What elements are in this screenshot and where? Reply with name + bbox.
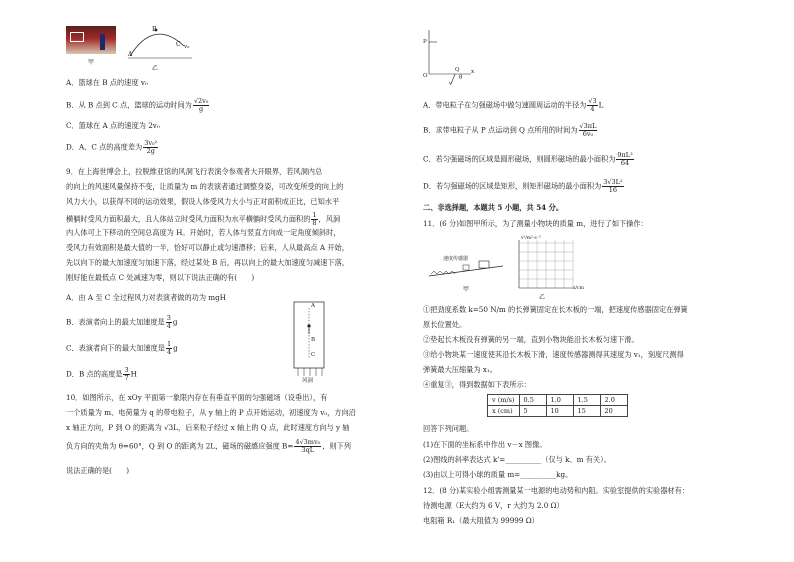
q9-option-C: C．表演者向下的最大加速度是 $\frac{1}{4}$ g — [66, 340, 178, 356]
q11-step: ①把劲度系数 k=50 N/m 的长弹簧固定在长木板的一端，把速度传感器固定在弹簧 — [423, 305, 688, 314]
section-2-heading: 二、非选择题，本题共 5 小题，共 54 分。 — [423, 203, 564, 212]
q8-option-A: A．篮球在 B 点的速度 v₀ — [66, 78, 148, 87]
q10-line: 说法正确的是( ) — [66, 466, 130, 475]
table-cell: 0.5 — [519, 395, 546, 406]
point-C-label: C — [176, 41, 181, 48]
q9-line: 先以向下的最大加速度匀加速下落，经过某处 B 后，再以向上的最大加速度匀减速下落， — [66, 258, 349, 267]
data-table — [487, 394, 628, 417]
axis-P-label: P — [423, 39, 427, 45]
point-A-label: A — [128, 51, 133, 58]
grid-y-axis-label: v²/m²·s⁻² — [521, 236, 541, 241]
sensor-label: 速度传感器 — [443, 256, 469, 262]
basketball-hoop-icon — [70, 32, 84, 42]
q9-line: 的向上的风速风量保持不变，让质量为 m 的表演者通过调整身姿，可改变所受的向上的 — [66, 182, 344, 191]
q9-line: 刚好能在最低点 C 处减速为零，则以下说法正确的有( ) — [66, 273, 255, 282]
axis-Q-label: Q — [455, 67, 460, 73]
wind-C-label: C — [311, 352, 316, 358]
wind-tunnel-diagram — [290, 300, 330, 380]
q9-line: 内人体可上下移动的空间总高度为 H。开始时，若人体与竖直方向成一定角度倾斜时， — [66, 228, 341, 237]
q9-line: 横躺时受风力面积最大，且人体站立时受风力面积为水平横躺时受风力面积的 $\frac{1}{8}$ ，风洞 — [66, 211, 341, 227]
q12-line: 12．(8 分)某实验小组需测量某一电源的电动势和内阻。实验室提供的实验器材有： — [423, 486, 689, 495]
q9-option-D: D．B 点的高度是 $\frac{3}{7}$ H — [66, 366, 137, 382]
q8-option-C: C．篮球在 A 点的速度为 2v₀ — [66, 121, 160, 130]
right-column — [397, 0, 794, 562]
q9-option-A: A．由 A 至 C 全过程风力对表演者做的功为 mgH — [66, 293, 226, 302]
trajectory-caption: 乙 — [152, 65, 159, 72]
table-cell: 20 — [600, 406, 627, 417]
point-B-label: B — [152, 26, 157, 33]
table-row — [488, 406, 628, 417]
q10-line: x 轴正方向，P 到 O 的距离为 √3L，后来粒子经过 x 轴上的 Q 点，此时速度方向与 y 轴 — [66, 423, 350, 432]
table-cell: 15 — [573, 406, 600, 417]
q11-title: 11．(6 分)如图甲所示，为了测量小物块的质量 m，进行了如下操作： — [423, 219, 648, 228]
table-cell: v (m/s) — [488, 395, 520, 406]
sensor-caption: 甲 — [463, 286, 470, 293]
player-figure-icon — [100, 34, 105, 50]
grid-x-axis-label: x/cm — [573, 286, 584, 291]
axis-x-label: x — [471, 69, 475, 75]
table-cell: 10 — [546, 406, 573, 417]
basketball-photo — [66, 26, 116, 54]
q11-step: 原长位置处。 — [423, 320, 467, 329]
q11-followup: (1)在下面的坐标系中作出 v－x 图像。 — [423, 440, 547, 449]
q12-line: 待测电源（E大约为 6 V，r 大约为 2.0 Ω） — [423, 501, 564, 510]
q10-line: 一个质量为 m、电荷量为 q 的带电粒子，从 y 轴上的 P 点开始运动，初速度为 v₀，方向沿 — [66, 408, 356, 417]
q11-followup: (3)由以上可得小球的质量 m=__________kg。 — [423, 470, 573, 479]
table-cell: x (cm) — [488, 406, 520, 417]
q10-option-B: B．求带电粒子从 P 点运动到 Q 点所用的时间为 $\frac{√3\pi L}{\text{6v₀}}$ — [423, 122, 597, 138]
photo-caption: 甲 — [88, 59, 95, 66]
q10-line: 负方向的夹角为 θ=60°，Q 到 O 的距离为 2L，磁场的磁感应强度 B= $\frac{\text{4√3mv₀}}{3qL}$ ，则下列 — [66, 438, 351, 454]
axis-O-label: O — [423, 73, 428, 79]
table-cell: 1.5 — [573, 395, 600, 406]
table-cell: 2.0 — [600, 395, 627, 406]
q9-option-B: B．表演者向上的最大加速度是 $\frac{3}{4}$ g — [66, 314, 178, 330]
q11-step: ④重复③，得到数据如下表所示： — [423, 380, 531, 389]
q11-step: 弹簧最大压缩量为 x₁。 — [423, 365, 497, 374]
q10-option-D: D．若匀强磁场的区域是矩形，则矩形磁场的最小面积为 $\frac{\text{3√3L²}}{16}$ — [423, 178, 623, 194]
q10-option-A: A．带电粒子在匀强磁场中做匀速圆周运动的半径为 $\frac{√3}{4}$ L — [423, 97, 604, 113]
velocity-label: v₀ — [184, 44, 190, 50]
grid-caption: 乙 — [539, 294, 546, 301]
xoy-axes-diagram — [423, 28, 473, 88]
q11-followup: (2)图线的斜率表达式 k'=__________（仅与 k、m 有关）。 — [423, 455, 611, 464]
wind-tunnel-caption: 风洞 — [302, 378, 314, 384]
q9-line: 9．在上海世博会上，拉脱维亚馆的风洞飞行表演令参观者大开眼界，若风洞内总 — [66, 167, 323, 176]
axis-v-label: v — [449, 81, 453, 87]
q10-option-C: C．若匀强磁场的区域是圆形磁场，则圆形磁场的最小面积为 $\frac{\text{9πL²}}{64}$ — [423, 151, 633, 167]
v-x-grid — [513, 238, 575, 294]
table-cell: 1.0 — [546, 395, 573, 406]
wind-B-label: B — [311, 337, 316, 343]
table-row — [488, 395, 628, 406]
q8-option-D: D．A、C 点的高度差为 $\frac{\text{3v₀²}}{2g}$ — [66, 139, 158, 155]
q11-step: ③给小物块某一速度使其沿长木板下滑，速度传感器测得其速度为 v₁，刻度尺测得 — [423, 350, 684, 359]
q11-followup: 回答下列问题。 — [423, 424, 474, 433]
q10-line: 10．如图所示，在 xOy 平面第一象限内存在有垂直平面的匀强磁场（设垂出），有 — [66, 393, 328, 402]
q11-step: ②垫起长木板没有弹簧的另一端，直到小物块能沿长木板匀速下滑。 — [423, 335, 639, 344]
q12-line: 电阻箱 R₁（最大阻值为 99999 Ω） — [423, 516, 539, 525]
q9-line: 受风力有效面积是最大值的一半，恰好可以静止或匀速漂移；后来，人从最高点 A 开始， — [66, 243, 349, 252]
q9-line: 风力大小，以获得不同的运动效果，假设人体受风力大小与正对面积成正比，已知水平 — [66, 197, 340, 206]
wind-A-label: A — [311, 303, 315, 309]
table-cell: 5 — [519, 406, 546, 417]
axis-theta-label: θ — [459, 75, 463, 81]
q8-option-B: B．从 B 点到 C 点，篮球的运动时间为 $\frac{\text{√2v₀}}{g}$ — [66, 97, 209, 113]
